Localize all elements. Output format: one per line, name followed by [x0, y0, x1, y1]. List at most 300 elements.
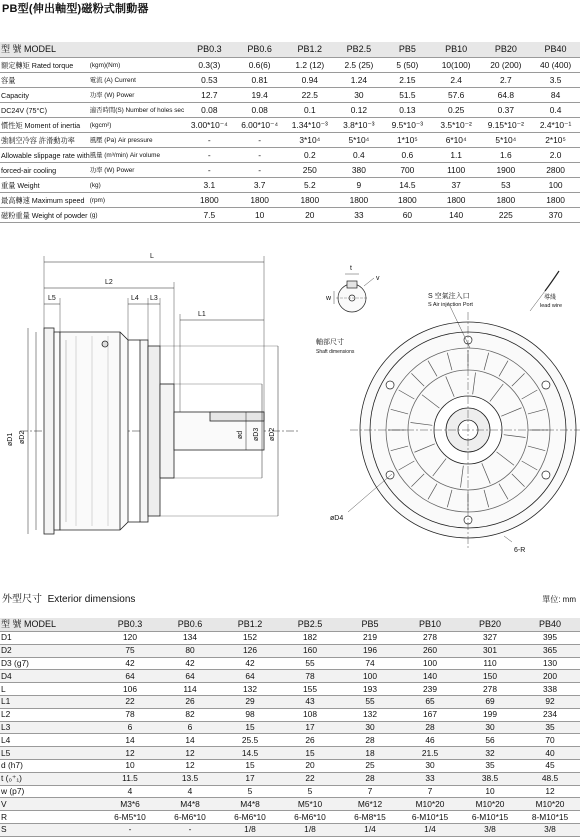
exterior-cell: 301	[460, 644, 520, 657]
exterior-cell: 4	[100, 785, 160, 798]
exterior-row-label: L	[0, 683, 100, 696]
exterior-cell: 20	[280, 759, 340, 772]
spec-cell: 0.1	[285, 103, 335, 118]
dim-D4: øD4	[330, 515, 344, 522]
exterior-cell: 14	[100, 734, 160, 747]
exterior-cell: 74	[340, 657, 400, 670]
spec-cell: 2.7	[481, 73, 532, 88]
spec-model-header: PB5	[383, 42, 432, 58]
exterior-cell: 6-M6*10	[220, 811, 280, 824]
spec-cell: 64.8	[481, 88, 532, 103]
spec-cell: 2.4	[432, 73, 481, 88]
spec-cell: 1100	[432, 163, 481, 178]
exterior-row-label: t (₀⁺₁)	[0, 772, 100, 785]
exterior-cell: 239	[400, 683, 460, 696]
spec-cell: 3.5*10⁻²	[432, 118, 481, 133]
spec-cell: -	[184, 163, 234, 178]
exterior-title	[2, 590, 135, 605]
air-port-cn: S 空氣注入口	[428, 293, 470, 300]
spec-cell: 20	[285, 208, 335, 223]
exterior-cell: 6-M10*15	[400, 811, 460, 824]
exterior-cell: 365	[520, 644, 580, 657]
spec-cell: 10	[234, 208, 284, 223]
spec-cell: -	[234, 163, 284, 178]
spec-row-label: 容量	[0, 73, 90, 88]
exterior-cell: 167	[400, 708, 460, 721]
spec-cell: 3.8*10⁻³	[335, 118, 383, 133]
exterior-cell: M3*6	[100, 798, 160, 811]
exterior-cell: 28	[340, 734, 400, 747]
exterior-row-label: V	[0, 798, 100, 811]
spec-cell: 3.1	[184, 178, 234, 193]
exterior-row-label: L5	[0, 747, 100, 760]
spec-cell: 1800	[285, 193, 335, 208]
spec-cell: 100	[531, 178, 580, 193]
exterior-cell: 43	[280, 695, 340, 708]
exterior-cell: 278	[400, 632, 460, 645]
spec-cell: 2.15	[383, 73, 432, 88]
exterior-cell: 48.5	[520, 772, 580, 785]
exterior-cell: 29	[220, 695, 280, 708]
lead-wire-cn: 導綫	[544, 295, 557, 301]
exterior-cell: 6	[100, 721, 160, 734]
exterior-row-label: D2	[0, 644, 100, 657]
exterior-cell: M4*8	[160, 798, 220, 811]
dim-L2: L2	[105, 279, 113, 286]
spec-row-label: 強制空冷容 許滑動功率	[0, 133, 90, 148]
spec-row-label: Allowable slippage rate with	[0, 148, 90, 163]
spec-cell: 0.37	[481, 103, 532, 118]
spec-cell: 3*10⁴	[285, 133, 335, 148]
spec-cell: -	[184, 148, 234, 163]
exterior-cell: 98	[220, 708, 280, 721]
exterior-cell: 30	[400, 759, 460, 772]
exterior-cell: 15	[280, 747, 340, 760]
exterior-cell: 1/8	[280, 823, 340, 836]
spec-cell: 2*10⁵	[531, 133, 580, 148]
exterior-cell: 3/8	[520, 823, 580, 836]
exterior-row	[0, 759, 580, 772]
spec-cell: 0.6	[383, 148, 432, 163]
dim-L4: L4	[131, 295, 139, 302]
spec-cell: 22.5	[285, 88, 335, 103]
exterior-row-label: L3	[0, 721, 100, 734]
shaft-detail	[334, 274, 374, 312]
air-port-en: S Air injection Port	[428, 302, 473, 308]
exterior-cell: 78	[280, 670, 340, 683]
exterior-cell: 28	[400, 721, 460, 734]
exterior-row-label: d (h7)	[0, 759, 100, 772]
dim-D1: øD1	[7, 432, 14, 446]
front-view	[348, 271, 580, 548]
spec-model-header: PB20	[481, 42, 532, 58]
dim-t: t	[350, 265, 352, 272]
spec-row	[0, 208, 580, 223]
spec-cell: 51.5	[383, 88, 432, 103]
exterior-title-en: Exterior dimensions	[47, 594, 136, 605]
spec-model-header: PB40	[531, 42, 580, 58]
mounting-hole	[386, 381, 394, 389]
exterior-row	[0, 657, 580, 670]
page-title: PB型(伸出軸型)磁粉式制動器	[2, 3, 149, 15]
spec-cell: 12.7	[184, 88, 234, 103]
spec-cell: 9.15*10⁻²	[481, 118, 532, 133]
spec-cell: 700	[383, 163, 432, 178]
spec-cell: 1800	[481, 193, 532, 208]
exterior-cell: 26	[280, 734, 340, 747]
spec-cell: -	[184, 133, 234, 148]
exterior-cell: 260	[400, 644, 460, 657]
dimension-drawing	[0, 236, 580, 586]
spec-cell: 250	[285, 163, 335, 178]
spec-cell: 0.94	[285, 73, 335, 88]
spec-model-header: PB10	[432, 42, 481, 58]
spec-model-header: PB1.2	[285, 42, 335, 58]
exterior-model-header: PB0.3	[100, 618, 160, 632]
exterior-model-header: PB40	[520, 618, 580, 632]
spec-cell: 1800	[335, 193, 383, 208]
exterior-cell: 42	[100, 657, 160, 670]
spec-row	[0, 103, 580, 118]
spec-row-unit: 電流 (A) Current	[90, 73, 184, 88]
spec-model-header: PB2.5	[335, 42, 383, 58]
spec-row	[0, 58, 580, 73]
exterior-cell: 12	[100, 747, 160, 760]
spec-cell: 370	[531, 208, 580, 223]
exterior-cell: 10	[100, 759, 160, 772]
exterior-cell: 395	[520, 632, 580, 645]
spec-row-unit: 風量 (m³/min) Air volume	[90, 148, 184, 163]
exterior-row	[0, 708, 580, 721]
spec-cell: 0.08	[234, 103, 284, 118]
exterior-cell: M4*8	[220, 798, 280, 811]
spec-row-label: DC24V (75°C)	[0, 103, 90, 118]
spec-row-unit: (kgm)(Nm)	[90, 58, 184, 73]
spec-cell: 6.00*10⁻⁴	[234, 118, 284, 133]
spec-cell: 0.25	[432, 103, 481, 118]
dim-D3: øD3	[253, 427, 260, 441]
spec-cell: 0.53	[184, 73, 234, 88]
exterior-cell: 219	[340, 632, 400, 645]
exterior-cell: 5	[220, 785, 280, 798]
dim-R: 6-R	[514, 547, 526, 554]
dim-D2: øD2	[19, 430, 26, 444]
exterior-cell: 82	[160, 708, 220, 721]
exterior-model-header: PB10	[400, 618, 460, 632]
spec-cell: 1900	[481, 163, 532, 178]
spec-header-row	[0, 42, 580, 58]
exterior-cell: 11.5	[100, 772, 160, 785]
dim-L1: L1	[198, 311, 206, 318]
exterior-cell: 14	[160, 734, 220, 747]
exterior-cell: 338	[520, 683, 580, 696]
exterior-cell: 80	[160, 644, 220, 657]
spec-cell: 33	[335, 208, 383, 223]
spec-cell: 9	[335, 178, 383, 193]
spec-row-unit: 適否時間(S) Number of holes sec	[90, 103, 184, 118]
exterior-cell: 64	[100, 670, 160, 683]
spec-cell: 2800	[531, 163, 580, 178]
exterior-cell: 69	[460, 695, 520, 708]
exterior-cell: 108	[280, 708, 340, 721]
exterior-cell: 140	[400, 670, 460, 683]
spec-cell: 225	[481, 208, 532, 223]
spec-cell: 140	[432, 208, 481, 223]
exterior-row	[0, 772, 580, 785]
exterior-cell: 132	[220, 683, 280, 696]
exterior-cell: 64	[160, 670, 220, 683]
spec-cell: 84	[531, 88, 580, 103]
exterior-cell: 7	[340, 785, 400, 798]
exterior-cell: 25.5	[220, 734, 280, 747]
exterior-header-row	[0, 618, 580, 632]
exterior-cell: 160	[280, 644, 340, 657]
exterior-cell: 12	[160, 747, 220, 760]
exterior-row	[0, 632, 580, 645]
exterior-row-label: w (p7)	[0, 785, 100, 798]
exterior-cell: 13.5	[160, 772, 220, 785]
spec-cell: 30	[335, 88, 383, 103]
exterior-cell: 22	[100, 695, 160, 708]
exterior-cell: 38.5	[460, 772, 520, 785]
spec-row	[0, 88, 580, 103]
spec-cell: 0.3(3)	[184, 58, 234, 73]
spec-row-unit: 風壓 (Pa) Air pressure	[90, 133, 184, 148]
spec-cell: 0.81	[234, 73, 284, 88]
exterior-cell: 234	[520, 708, 580, 721]
exterior-cell: 35	[520, 721, 580, 734]
spec-cell: -	[234, 148, 284, 163]
spec-cell: 1800	[531, 193, 580, 208]
exterior-row-label: L2	[0, 708, 100, 721]
spec-cell: 37	[432, 178, 481, 193]
dim-v: v	[376, 275, 380, 282]
exterior-row-label: R	[0, 811, 100, 824]
exterior-cell: 150	[460, 670, 520, 683]
exterior-cell: 132	[340, 708, 400, 721]
exterior-cell: M10*20	[460, 798, 520, 811]
exterior-cell: 78	[100, 708, 160, 721]
exterior-row	[0, 670, 580, 683]
exterior-cell: 200	[520, 670, 580, 683]
exterior-row-label: D4	[0, 670, 100, 683]
exterior-cell: 7	[400, 785, 460, 798]
exterior-row-label: D3 (g7)	[0, 657, 100, 670]
spec-cell: 1800	[432, 193, 481, 208]
spec-row	[0, 193, 580, 208]
exterior-cell: 64	[220, 670, 280, 683]
spec-row-unit: (g)	[90, 208, 184, 223]
spec-row-label: 重量 Weight	[0, 178, 90, 193]
exterior-row	[0, 734, 580, 747]
exterior-cell: 42	[160, 657, 220, 670]
spec-cell: 2.5 (25)	[335, 58, 383, 73]
dim-D2-shaft: øD2	[269, 427, 276, 441]
spec-cell: 10(100)	[432, 58, 481, 73]
exterior-cell: 26	[160, 695, 220, 708]
exterior-cell: 6	[160, 721, 220, 734]
exterior-cell: 182	[280, 632, 340, 645]
spec-cell: 1.34*10⁻³	[285, 118, 335, 133]
exterior-model-header: PB2.5	[280, 618, 340, 632]
exterior-cell: 40	[520, 747, 580, 760]
exterior-cell: 1/4	[400, 823, 460, 836]
exterior-cell: 193	[340, 683, 400, 696]
spec-row-label: 磁粉重量 Weight of powder	[0, 208, 90, 223]
exterior-cell: 6-M6*10	[160, 811, 220, 824]
exterior-cell: 100	[340, 670, 400, 683]
exterior-cell: 17	[280, 721, 340, 734]
exterior-cell: 4	[160, 785, 220, 798]
spec-row-unit: (rpm)	[90, 193, 184, 208]
exterior-cell: 110	[460, 657, 520, 670]
exterior-cell: 134	[160, 632, 220, 645]
spec-row-unit: 功率 (W) Power	[90, 163, 184, 178]
exterior-cell: 6-M5*10	[100, 811, 160, 824]
shaft-dim-cn: 軸部尺寸	[316, 339, 344, 346]
spec-cell: 3.5	[531, 73, 580, 88]
spec-cell: 40 (400)	[531, 58, 580, 73]
exterior-cell: 55	[280, 657, 340, 670]
spec-row	[0, 133, 580, 148]
spec-row-label: 最高轉速 Maximum speed	[0, 193, 90, 208]
exterior-cell: 1/4	[340, 823, 400, 836]
spec-cell: 20 (200)	[481, 58, 532, 73]
exterior-cell: 15	[220, 759, 280, 772]
spec-cell: 380	[335, 163, 383, 178]
exterior-cell: M5*10	[280, 798, 340, 811]
exterior-row	[0, 747, 580, 760]
exterior-row	[0, 695, 580, 708]
mounting-hole	[542, 471, 550, 479]
spec-cell: 5.2	[285, 178, 335, 193]
exterior-cell: -	[100, 823, 160, 836]
exterior-cell: 18	[340, 747, 400, 760]
spec-cell: 0.08	[184, 103, 234, 118]
exterior-cell: 196	[340, 644, 400, 657]
exterior-header-label: 型 號 MODEL	[0, 618, 100, 632]
exterior-cell: M10*20	[520, 798, 580, 811]
dim-L3: L3	[150, 295, 158, 302]
exterior-cell: 100	[400, 657, 460, 670]
unit-note: 單位: mm	[542, 595, 576, 604]
exterior-cell: 33	[400, 772, 460, 785]
spec-cell: 0.2	[285, 148, 335, 163]
exterior-cell: 35	[460, 759, 520, 772]
exterior-cell: 5	[280, 785, 340, 798]
spec-cell: 6*10⁴	[432, 133, 481, 148]
exterior-row-label: L1	[0, 695, 100, 708]
exterior-cell: 120	[100, 632, 160, 645]
exterior-cell: 17	[220, 772, 280, 785]
exterior-cell: 12	[520, 785, 580, 798]
spec-model-header: PB0.3	[184, 42, 234, 58]
exterior-cell: 42	[220, 657, 280, 670]
exterior-cell: M10*20	[400, 798, 460, 811]
spec-table	[0, 42, 580, 223]
exterior-cell: 56	[460, 734, 520, 747]
spec-cell: 1.6	[481, 148, 532, 163]
spec-cell: 1800	[234, 193, 284, 208]
spec-cell: 0.4	[335, 148, 383, 163]
exterior-cell: 70	[520, 734, 580, 747]
exterior-cell: 45	[520, 759, 580, 772]
exterior-model-header: PB1.2	[220, 618, 280, 632]
spec-cell: 60	[383, 208, 432, 223]
exterior-cell: 25	[340, 759, 400, 772]
dim-d: ød	[237, 430, 244, 439]
spec-row	[0, 178, 580, 193]
exterior-cell: 327	[460, 632, 520, 645]
exterior-cell: 75	[100, 644, 160, 657]
exterior-cell: 14.5	[220, 747, 280, 760]
spec-cell: -	[234, 133, 284, 148]
exterior-cell: -	[160, 823, 220, 836]
exterior-cell: 126	[220, 644, 280, 657]
spec-row	[0, 148, 580, 163]
exterior-row-label: S	[0, 823, 100, 836]
exterior-cell: 6-M8*15	[340, 811, 400, 824]
mounting-hole	[386, 471, 394, 479]
spec-model-header: PB0.6	[234, 42, 284, 58]
spec-row-unit: 功率 (W) Power	[90, 88, 184, 103]
spec-cell: 3.7	[234, 178, 284, 193]
spec-header-label: 型 號 MODEL	[0, 42, 184, 58]
spec-cell: 0.4	[531, 103, 580, 118]
spec-cell: 5 (50)	[383, 58, 432, 73]
exterior-cell: 199	[460, 708, 520, 721]
exterior-cell: 1/8	[220, 823, 280, 836]
spec-cell: 2.0	[531, 148, 580, 163]
exterior-title-cn: 外型尺寸	[2, 594, 42, 605]
exterior-cell: 155	[280, 683, 340, 696]
spec-cell: 0.6(6)	[234, 58, 284, 73]
exterior-cell: 6-M6*10	[280, 811, 340, 824]
exterior-cell: M6*12	[340, 798, 400, 811]
exterior-row	[0, 683, 580, 696]
spec-row	[0, 163, 580, 178]
lead-wire-en: lead wire	[540, 303, 563, 309]
exterior-cell: 278	[460, 683, 520, 696]
exterior-cell: 130	[520, 657, 580, 670]
spec-cell: 0.13	[383, 103, 432, 118]
exterior-model-header: PB0.6	[160, 618, 220, 632]
spec-row-label: 額定轉矩 Rated torque	[0, 58, 90, 73]
spec-cell: 0.12	[335, 103, 383, 118]
spec-row-label: 慣性矩 Moment of inertia	[0, 118, 90, 133]
spec-cell: 3.00*10⁻⁴	[184, 118, 234, 133]
exterior-cell: 21.5	[400, 747, 460, 760]
spec-cell: 1*10⁵	[383, 133, 432, 148]
exterior-cell: 3/8	[460, 823, 520, 836]
exterior-cell: 6-M10*15	[460, 811, 520, 824]
exterior-row	[0, 721, 580, 734]
exterior-model-header: PB5	[340, 618, 400, 632]
exterior-cell: 12	[160, 759, 220, 772]
exterior-cell: 22	[280, 772, 340, 785]
exterior-cell: 32	[460, 747, 520, 760]
spec-cell: 9.5*10⁻³	[383, 118, 432, 133]
spec-cell: 5*10⁴	[335, 133, 383, 148]
spec-row-unit: (kg)	[90, 178, 184, 193]
exterior-cell: 106	[100, 683, 160, 696]
spec-cell: 1.2 (12)	[285, 58, 335, 73]
spec-cell: 1.1	[432, 148, 481, 163]
exterior-cell: 114	[160, 683, 220, 696]
spec-cell: 5*10⁴	[481, 133, 532, 148]
exterior-cell: 152	[220, 632, 280, 645]
exterior-cell: 46	[400, 734, 460, 747]
